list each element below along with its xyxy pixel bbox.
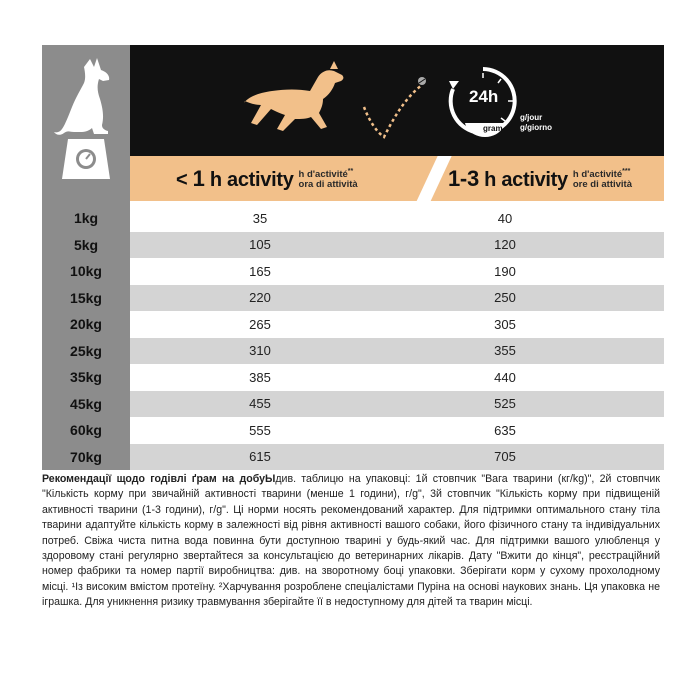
high-activity-cell: 120 <box>494 237 516 253</box>
low-fr: h d'activité <box>298 169 348 181</box>
unit-it-label: g/giorno <box>520 123 552 132</box>
activity-bar <box>130 156 664 201</box>
low-activity-label <box>176 156 358 201</box>
weight-cell: 60kg <box>70 422 102 439</box>
low-activity-cell: 615 <box>249 449 271 465</box>
high-activity-cell: 190 <box>494 263 516 279</box>
notes-body: див. таблицю на упаковці: 1й стовпчик "Вага тварини (кг/kg)", 2й стовпчик "Кількість корму при звичайній активності тварини (менше 1 години), г/g", 3й стовпчик "Кількість корму при підвищеній активності тварини (1-3 години), г/g". Ці норми носять рекомендований характер. Для підтримки оптимального стану тіла тварини адаптуйте кількість корму в залежності від рівня активності вашого собаки, його фізичного стану та індивідуальних потреб. Свіжа чиста питна вода повинна бути доступною тварині у будь-який час. Для підтримки вашого улюбленця у здоровому стані регулярно звертайтеся за консультацією до ветеринарних лікарів. Дату "Вжити до кінця", реєстраційний номер фабрики та номер партії виробництва: див. на зворотному боці упаковки. Зберігати корм у сухому прохолодному місці. ¹Із високим вмістом протеїну. ²Харчування розроблене спеціалістами Пуріна на основі наукових знань. Ця упаковка не іграшка. Для уникнення ризику травмування зберігайте її в недоступному для дітей та тварин місці. <box>42 473 660 609</box>
table-row <box>42 338 664 365</box>
low-suffix: h activity <box>204 168 294 191</box>
table-row <box>42 311 664 338</box>
table-row <box>42 205 664 232</box>
weight-cell: 35kg <box>70 369 102 386</box>
table-row <box>42 364 664 391</box>
low-activity-cell: 385 <box>249 369 271 385</box>
weight-cell: 20kg <box>70 316 102 333</box>
high-activity-cell: 440 <box>494 369 516 385</box>
kibble-arc-icon <box>358 71 430 141</box>
dog-scale-icon-area <box>42 45 130 205</box>
low-prefix: < <box>176 168 193 191</box>
low-activity-cell: 35 <box>252 210 268 226</box>
low-activity-cell: 455 <box>249 396 271 412</box>
feeding-chart-card <box>42 45 664 470</box>
low-activity-cell: 220 <box>249 290 271 306</box>
high-number: 1-3 <box>448 165 479 191</box>
weight-cell: 10kg <box>70 263 102 280</box>
notes-lead: Рекомендації щодо годівлі ґрам на добуЫ <box>42 473 276 485</box>
table-row <box>42 391 664 418</box>
gram-label: gram <box>483 124 503 133</box>
low-activity-cell: 165 <box>249 263 271 279</box>
feeding-notes <box>42 472 660 611</box>
weight-cell: 70kg <box>70 448 102 465</box>
low-activity-cell: 555 <box>249 422 271 438</box>
high-activity-cell: 705 <box>494 449 516 465</box>
high-fr: h d'activité <box>572 169 623 181</box>
header-banner <box>130 45 664 156</box>
high-activity-label <box>448 156 632 201</box>
table-row <box>42 232 664 259</box>
low-it: ora di attività <box>298 179 358 191</box>
high-activity-cell: 250 <box>494 290 516 306</box>
table-row <box>42 444 664 471</box>
table-row <box>42 285 664 312</box>
high-activity-cell: 40 <box>497 210 513 226</box>
unit-fr-label: g/jour <box>520 113 543 122</box>
weight-cell: 25kg <box>70 342 102 359</box>
clock-bowl-icon <box>443 63 523 149</box>
low-number: 1 <box>192 165 205 191</box>
table-row <box>42 258 664 285</box>
high-activity-cell: 525 <box>494 396 516 412</box>
weight-cell: 5kg <box>73 236 99 253</box>
high-fr-mark: *** <box>622 167 631 175</box>
high-suffix: h activity <box>478 168 568 191</box>
weight-cell: 15kg <box>70 289 102 306</box>
high-activity-cell: 355 <box>494 343 516 359</box>
high-activity-cell: 635 <box>494 422 516 438</box>
weight-cell: 1kg <box>73 210 99 227</box>
low-activity-cell: 105 <box>249 237 271 253</box>
low-fr-mark: ** <box>347 167 354 175</box>
table-row <box>42 417 664 444</box>
dog-scale-icon <box>42 45 130 195</box>
low-activity-cell: 265 <box>249 316 271 332</box>
high-it: ore di attività <box>572 179 632 191</box>
weight-cell: 45kg <box>70 395 102 412</box>
high-activity-cell: 305 <box>494 316 516 332</box>
clock-label: 24h <box>469 87 499 106</box>
running-dog-icon <box>238 59 358 141</box>
low-activity-cell: 310 <box>249 343 271 359</box>
